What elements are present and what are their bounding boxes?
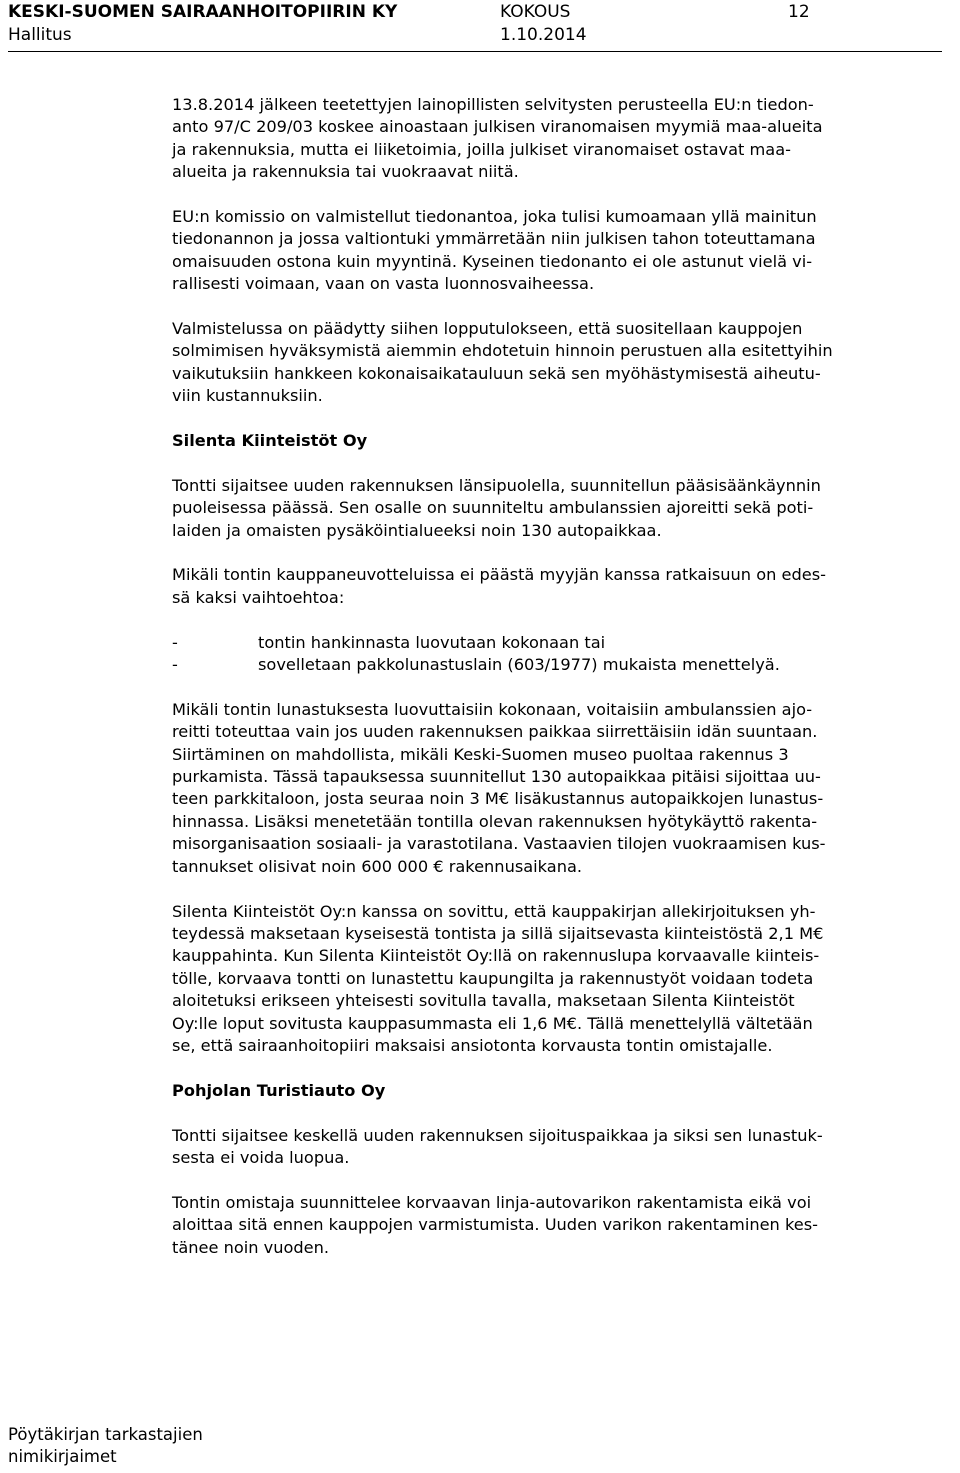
list-item-text: sovelletaan pakkolunastuslain (603/1977) mukaista menettelyä.: [258, 655, 780, 675]
list-dash: -: [172, 655, 178, 675]
paragraph-silenta-agreement: Silenta Kiinteistöt Oy:n kanssa on sovittu, että kauppakirjan allekirjoituksen yh- teydessä maksetaan kyseisestä tontista ja sillä sijaitsevasta kiinteistöstä 2,1 M€ kauppahinta. Kun Silenta Kiinteistöt Oy:llä on rakennuslupa korvaavalle kiinteis- tölle, korvaava tontti on lunastettu kaupungilta ja rakennustyöt voidaan todeta aloitetuksi erikseen yhteisesti sovitulla tavalla, maksetaan Silenta Kiinteistöt Oy:lle loput sovitusta kauppasummasta eli 1,6 M€. Tällä menettelyllä vältetään se, että sairaanhoitopiiri maksaisi ansiotonta korvausta tontin omistajalle.: [172, 901, 824, 1055]
document-body: [172, 94, 942, 1259]
paragraph-preparation: Valmistelussa on päädytty siihen lopputulokseen, että suositellaan kauppojen solmimisen hyväksymistä aiemmin ehdotetuin hinnoin perustuen alla esitettyihin vaikutuksiin hankkeen kokonaisaikatauluun sekä sen myöhästymisestä aiheutu- viin kustannuksiin.: [172, 319, 833, 406]
paragraph-redemption-alternative: Mikäli tontin lunastuksesta luovuttaisiin kokonaan, voitaisiin ambulanssien ajo- reitti toteuttaa vain jos uuden rakennuksen paikkaa siirrettäisiin idän suuntaan. Siirtäminen on mahdollista, mikäli Keski-Suomen museo puoltaa rakennus 3 purkamista. Tässä tapauksessa suunnitellut 130 autopaikkaa pitäisi sijoittaa uu- teen parkkitaloon, josta seuraa noin 3 M€ lisäkustannus autopaikkojen lunastus- hinnassa. Lisäksi menetetään tontilla olevan rakennuksen hyötykäyttö rakenta- misorganisaation sosiaali- ja varastotilana. Vastaavien tilojen vuokraamisen kus- tannukset olisivat noin 600 000 € rakennusaikana.: [172, 699, 826, 876]
paragraph-alternatives-intro: Mikäli tontin kauppaneuvotteluissa ei päästä myyjän kanssa ratkaisuun on edes- sä kaksi vaihtoehtoa:: [172, 565, 826, 607]
page-number: 12: [788, 2, 810, 22]
heading-silenta: Silenta Kiinteistöt Oy: [172, 431, 368, 451]
paragraph-pohjolan-location: Tontti sijaitsee keskellä uuden rakennuksen sijoituspaikkaa ja siksi sen lunastuk- sesta ei voida luopua.: [172, 1125, 823, 1167]
heading-pohjolan: Pohjolan Turistiauto Oy: [172, 1080, 386, 1100]
meeting-type: KOKOUS: [500, 2, 571, 22]
header-divider: [8, 51, 942, 52]
footer-initials-label: Pöytäkirjan tarkastajien nimikirjaimet: [8, 1425, 203, 1466]
list-dash: -: [172, 632, 178, 652]
list-item-text: tontin hankinnasta luovutaan kokonaan tai: [258, 632, 606, 652]
paragraph-silenta-location: Tontti sijaitsee uuden rakennuksen länsipuolella, suunnitellun pääsisäänkäynnin puoleisessa päässä. Sen osalle on suunniteltu ambulanssien ajoreitti sekä poti- laiden ja omaisten pysäköintialueeksi noin 130 autopaikkaa.: [172, 475, 821, 540]
list-item: [172, 654, 942, 676]
paragraph-pohjolan-owner: Tontin omistaja suunnittelee korvaavan linja-autovarikon rakentamista eikä voi aloittaa sitä ennen kauppojen varmistumista. Uuden varikon rakentaminen kes- tänee noin vuoden.: [172, 1192, 818, 1257]
alternatives-list: [172, 632, 942, 677]
list-item: [172, 632, 942, 654]
org-name: KESKI-SUOMEN SAIRAANHOITOPIIRIN KY: [8, 2, 398, 22]
paragraph-eu-commission: EU:n komissio on valmistellut tiedonantoa, joka tulisi kumoamaan yllä mainitun tiedonannon ja jossa valtiontuki ymmärretään niin julkisen tahon toteuttamana omaisuuden ostona kuin myyntinä. Kyseinen tiedonanto ei ole astunut vielä vi- rallisesti voimaan, vaan on vasta luonnosvaiheessa.: [172, 207, 817, 294]
meeting-date: 1.10.2014: [500, 25, 587, 45]
body-name: Hallitus: [8, 25, 72, 45]
paragraph-legal-review: 13.8.2014 jälkeen teetettyjen lainopillisten selvitysten perusteella EU:n tiedon- anto 97/C 209/03 koskee ainoastaan julkisen viranomaisen myymiä maa-alueita ja rakennuksia, mutta ei liiketoimia, joilla julkiset viranomaiset ostavat maa- alueita ja rakennuksia tai vuokraavat niitä.: [172, 95, 823, 182]
